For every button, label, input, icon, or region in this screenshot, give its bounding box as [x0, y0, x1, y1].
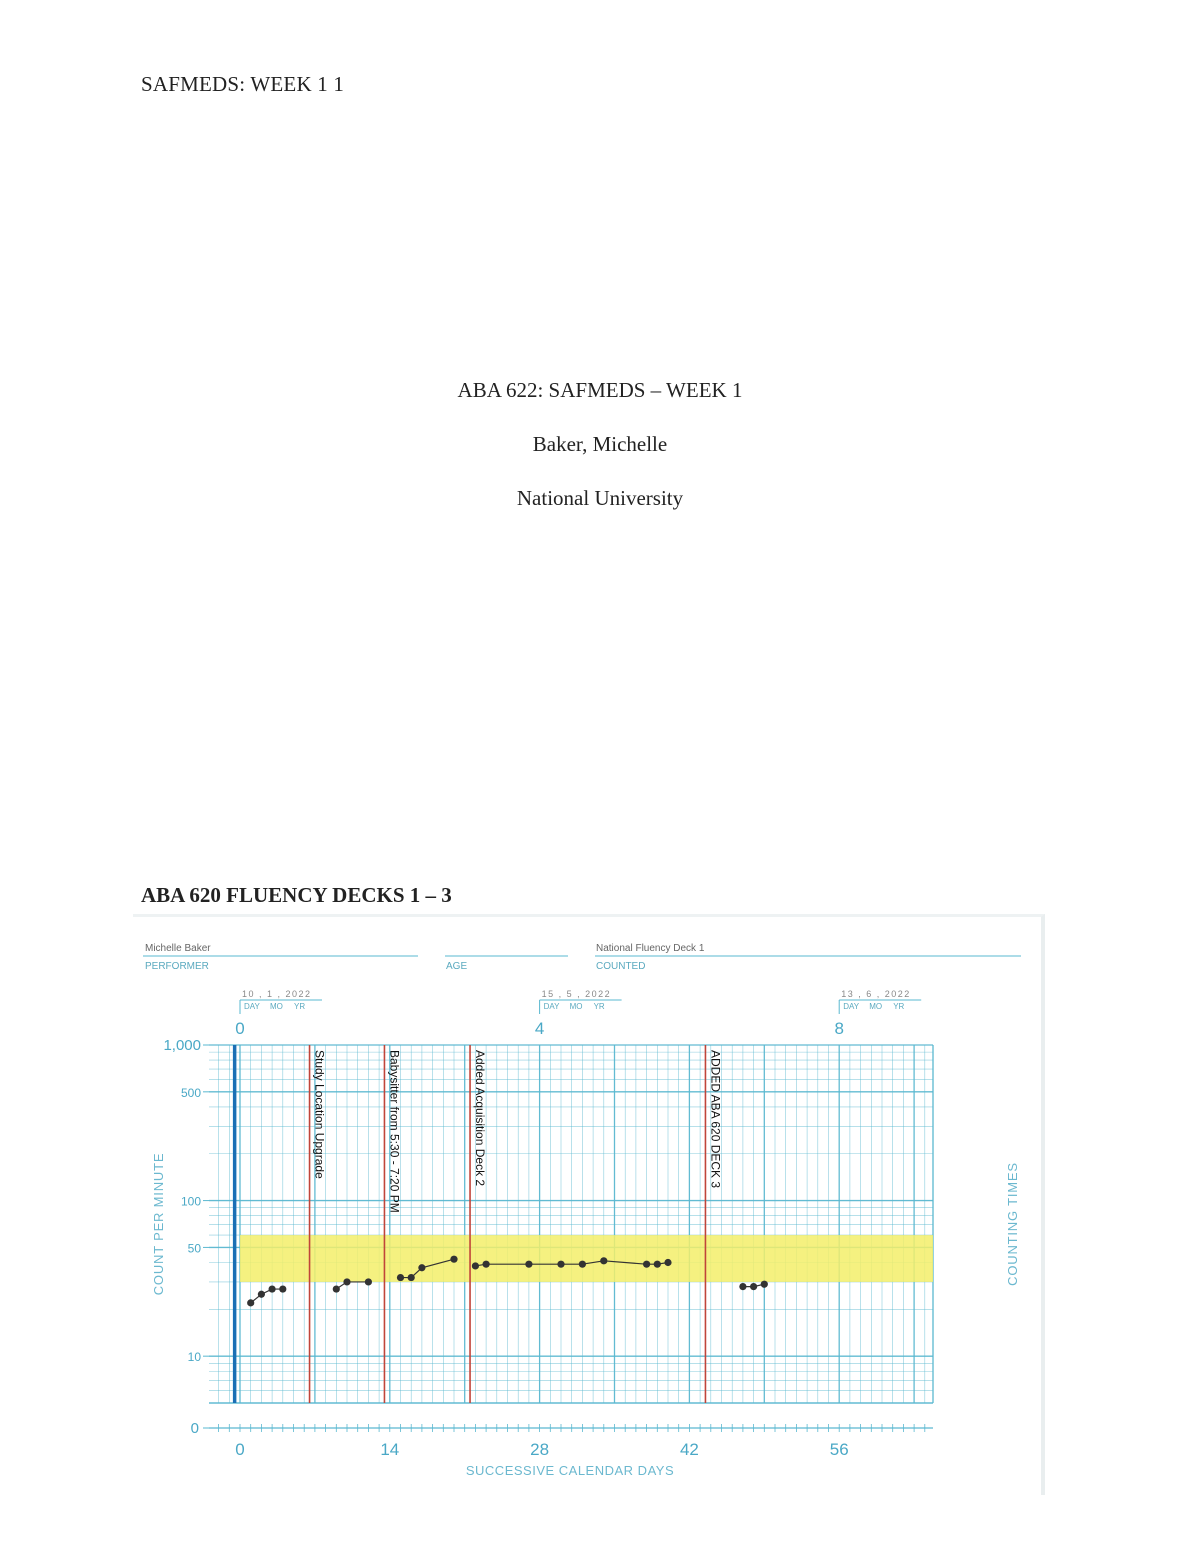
data-point: [525, 1261, 532, 1268]
performer-label: PERFORMER: [145, 961, 209, 972]
series-line: [251, 1289, 283, 1303]
y-tick-label: 1,000: [163, 1037, 201, 1054]
y-tick-label: 0: [190, 1420, 199, 1437]
data-point: [365, 1278, 372, 1285]
week-label: 4: [534, 1019, 545, 1038]
week-label: 0: [235, 1019, 245, 1038]
y-axis-label-right: COUNTING TIMES: [1005, 1162, 1020, 1286]
date-yr-label: YR: [294, 1002, 306, 1011]
date-day-label: DAY: [843, 1002, 860, 1011]
x-tick-label: 28: [530, 1440, 550, 1459]
data-point: [761, 1281, 768, 1288]
celeration-chart: [133, 914, 1045, 1495]
date-box: [834, 989, 921, 1038]
y-tick-label: 10: [187, 1350, 201, 1365]
data-point: [739, 1283, 746, 1290]
date-mo-label: MO: [270, 1002, 283, 1011]
data-point: [664, 1259, 671, 1266]
phase-label: Study Location Upgrade: [312, 1050, 327, 1179]
data-point: [418, 1264, 425, 1271]
aim-band: [240, 1235, 933, 1282]
counted-value: National Fluency Deck 1: [596, 943, 705, 954]
y-tick-label: 50: [187, 1241, 201, 1256]
data-point: [450, 1256, 457, 1263]
date-yr-label: YR: [893, 1002, 905, 1011]
date-value: 13 , 6 , 2022: [841, 989, 911, 999]
date-yr-label: YR: [593, 1002, 605, 1011]
data-point: [258, 1291, 265, 1298]
date-value: 15 , 5 , 2022: [541, 989, 612, 999]
data-point: [750, 1283, 757, 1290]
date-value: 10 , 1 , 2022: [242, 989, 312, 999]
running-head: SAFMEDS: WEEK 1 1: [141, 72, 345, 96]
y-tick-label: 500: [180, 1085, 201, 1100]
week-label: 8: [834, 1019, 844, 1038]
y-axis-label: COUNT PER MINUTE: [151, 1152, 166, 1296]
data-point: [279, 1285, 286, 1292]
chart-heading: ABA 620 FLUENCY DECKS 1 – 3: [141, 883, 452, 907]
phase-label: ADDED ABA 620 DECK 3: [708, 1050, 723, 1189]
data-point: [483, 1261, 490, 1268]
phase-label: Added Acquisition Deck 2: [473, 1050, 488, 1187]
x-tick-label: 42: [679, 1440, 699, 1459]
title-block: [0, 375, 1200, 537]
counted-label: COUNTED: [596, 961, 646, 972]
author-name: Baker, Michelle: [532, 432, 668, 456]
institution-name: National University: [516, 486, 684, 510]
data-point: [579, 1261, 586, 1268]
data-point: [643, 1261, 650, 1268]
date-day-label: DAY: [543, 1002, 560, 1011]
data-point: [557, 1261, 564, 1268]
data-point: [600, 1257, 607, 1264]
course-title: ABA 622: SAFMEDS – WEEK 1: [457, 378, 743, 402]
x-tick-label: 14: [380, 1440, 400, 1459]
data-point: [333, 1285, 340, 1292]
date-box: [535, 989, 622, 1038]
data-point: [343, 1278, 350, 1285]
data-series: [247, 1285, 286, 1306]
date-box: [235, 989, 322, 1038]
performer-value: Michelle Baker: [145, 943, 211, 954]
y-tick-label: 100: [180, 1194, 201, 1209]
x-axis-label: SUCCESSIVE CALENDAR DAYS: [465, 1463, 675, 1478]
data-point: [397, 1274, 404, 1281]
date-mo-label: MO: [869, 1002, 883, 1011]
x-tick-label: 56: [829, 1440, 849, 1459]
phase-label: Babysitter from 5:30 - 7:20 PM: [387, 1050, 402, 1213]
date-mo-label: MO: [569, 1002, 583, 1011]
x-tick-label: 0: [235, 1440, 245, 1459]
data-point: [654, 1261, 661, 1268]
series-line: [336, 1282, 368, 1289]
data-point: [472, 1262, 479, 1269]
data-point: [247, 1299, 254, 1306]
date-day-label: DAY: [244, 1002, 260, 1011]
data-point: [408, 1274, 415, 1281]
age-label: AGE: [446, 961, 468, 972]
data-point: [269, 1285, 276, 1292]
chart-svg: [133, 917, 1041, 1495]
